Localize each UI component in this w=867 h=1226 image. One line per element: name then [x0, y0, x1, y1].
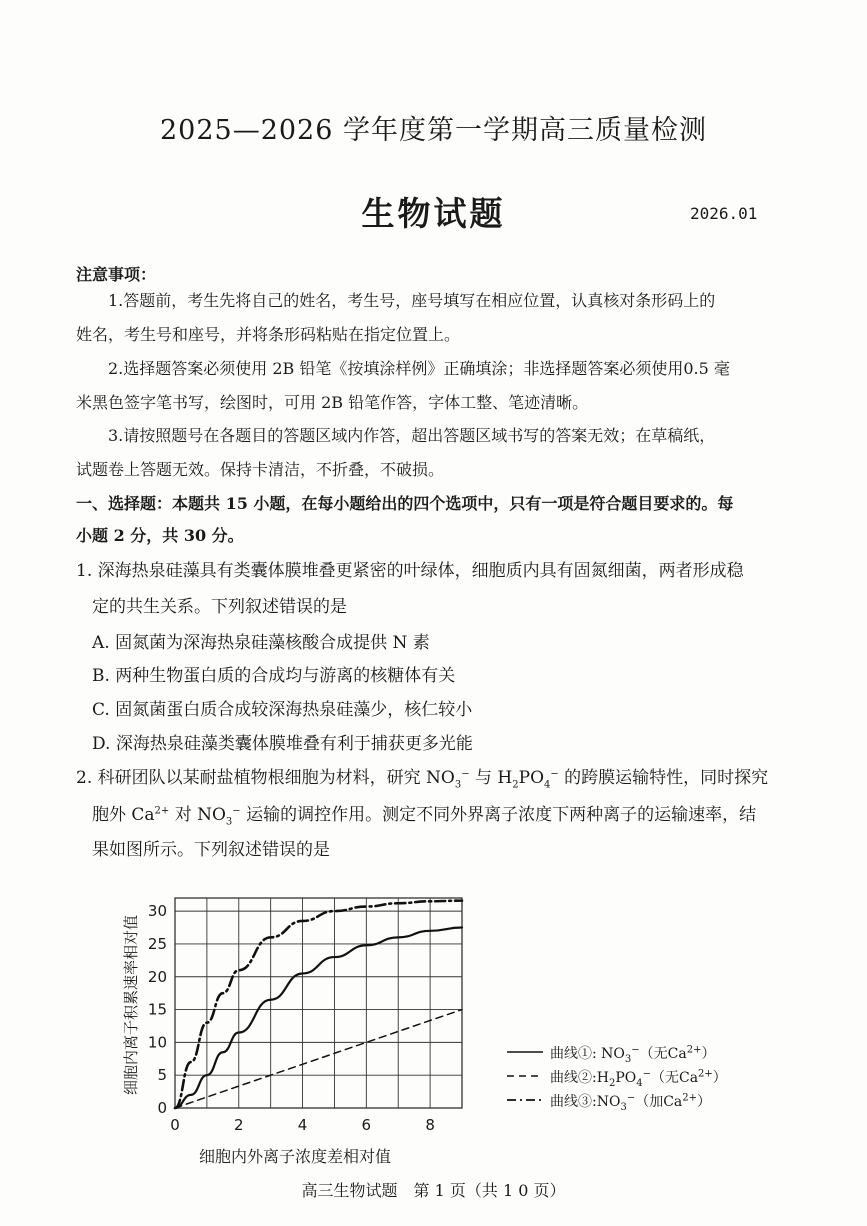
question-1-option-c: C. 固氮菌蛋白质合成较深海热泉硅藻少，核仁较小 [92, 700, 473, 720]
section-heading-line2: 小题 2 分，共 30 分。 [76, 526, 244, 545]
notice-heading: 注意事项： [76, 265, 157, 284]
question-2-stem-line2: 胞外 $Ca^{2+}$ 对 $NO_3^-$ 运输的调控作用。测定不同外界离子浓度下两种离子的运输速率，结 [92, 805, 757, 828]
notice-item-2-line1: 2.选择题答案必须使用 2B 铅笔《按填涂样例》正确填涂；非选择题答案必须使用0.5 毫 [108, 359, 730, 378]
notice-item-1-line1: 1.答题前，考生先将自己的姓名，考生号，座号填写在相应位置，认真核对条形码上的 [108, 291, 716, 310]
legend-entry-1: 曲线①: $NO_3^-$（无$Ca^{2+}$） [550, 1044, 716, 1065]
series-line-1 [175, 928, 462, 1108]
x-axis-label: 细胞内外离子浓度差相对值 [198, 1147, 392, 1166]
y-tick-label: 20 [147, 967, 167, 986]
x-tick-label: 6 [361, 1116, 372, 1134]
ion-transport-chart [120, 880, 480, 1170]
question-1-stem-line2: 定的共生关系。下列叙述错误的是 [92, 597, 347, 617]
exam-title: 2025—2026 学年度第一学期高三质量检测 [159, 115, 707, 146]
notice-item-1-line2: 姓名，考生号和座号，并将条形码粘贴在指定位置上。 [76, 325, 461, 344]
exam-date: 2026.01 [690, 204, 758, 223]
plot-frame [175, 898, 462, 1108]
y-axis-label: 细胞内离子积累速率相对值 [122, 914, 140, 1096]
section-heading-line1: 一、选择题：本题共 15 小题，在每小题给出的四个选项中，只有一项是符合题目要求的。每 [76, 494, 734, 513]
x-tick-label: 4 [297, 1116, 308, 1134]
subject-title: 生物试题 [361, 194, 506, 233]
legend-entry-2: 曲线$②:H_2PO_4^-$（无$Ca^{2+}$） [550, 1068, 727, 1089]
notice-item-3-line2: 试题卷上答题无效。保持卡清洁，不折叠，不破损。 [76, 460, 445, 479]
y-tick-label: 25 [147, 934, 167, 953]
notice-item-3-line1: 3.请按照题号在各题目的答题区域内作答，超出答题区域书写的答案无效；在草稿纸， [108, 426, 716, 445]
question-1-option-a: A. 固氮菌为深海热泉硅藻核酸合成提供 N 素 [92, 633, 430, 653]
y-tick-label: 15 [147, 1000, 167, 1019]
legend-entry-3: 曲线$③:NO_3^-$（加$Ca^{2+}$） [550, 1092, 712, 1113]
y-tick-label: 5 [157, 1066, 167, 1085]
question-1-option-b: B. 两种生物蛋白质的合成均与游离的核糖体有关 [92, 666, 456, 686]
x-tick-label: 8 [425, 1116, 435, 1134]
series-line-2 [175, 1010, 462, 1108]
page-footer: 高三生物试题 第 1 页（共 1 0 页） [301, 1181, 566, 1200]
y-tick-label: 0 [157, 1099, 167, 1117]
x-tick-label: 0 [170, 1116, 180, 1134]
x-tick-label: 2 [234, 1116, 244, 1134]
question-2-stem-line3: 果如图所示。下列叙述错误的是 [92, 840, 330, 860]
legend-swatches [505, 1044, 545, 1114]
y-tick-label: 30 [147, 902, 167, 921]
y-tick-label: 10 [147, 1033, 167, 1052]
question-1-option-d: D. 深海热泉硅藻类囊体膜堆叠有利于捕获更多光能 [92, 734, 473, 754]
question-1-stem-line1: 1. 深海热泉硅藻具有类囊体膜堆叠更紧密的叶绿体，细胞质内具有固氮细菌，两者形成稳 [76, 561, 744, 581]
notice-item-2-line2: 米黑色签字笔书写，绘图时，可用 2B 铅笔作答，字体工整、笔迹清晰。 [76, 393, 589, 412]
question-2-stem-line1: 2. 科研团队以某耐盐植物根细胞为材料，研究 $NO_3^-$ 与 $H_2PO_4^-$ 的跨膜运输特性，同时探究 [76, 768, 769, 791]
